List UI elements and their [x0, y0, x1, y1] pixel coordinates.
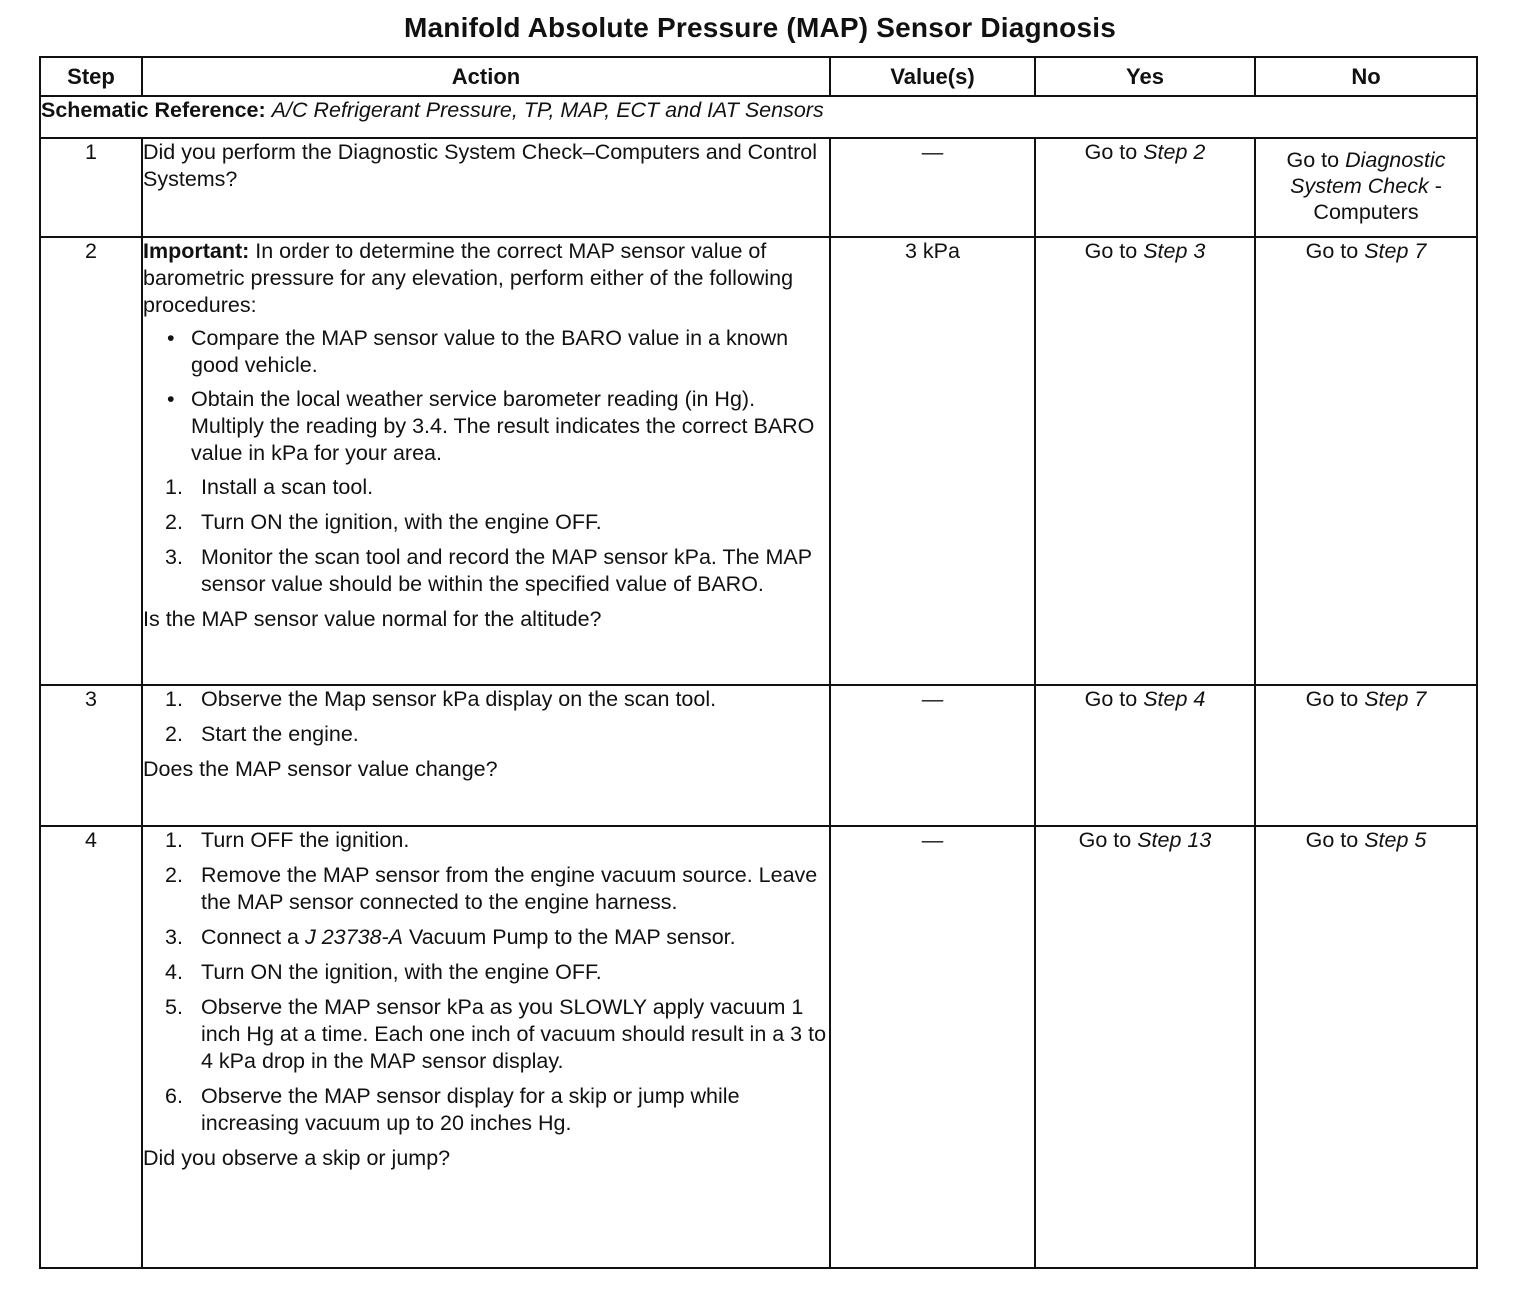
- step-index: 6.: [165, 1084, 183, 1108]
- table-row-step-4: [40, 826, 1477, 1268]
- step-index: 1.: [165, 475, 183, 499]
- value-cell: [830, 138, 1035, 237]
- no-cell: [1255, 826, 1477, 1268]
- value-cell: [830, 685, 1035, 826]
- action-cell: [142, 138, 830, 237]
- yes-cell: [1035, 685, 1255, 826]
- step-text: Observe the Map sensor kPa display on the scan tool.: [201, 687, 717, 711]
- no-prefix: Go to: [1305, 687, 1365, 711]
- no-step-link[interactable]: Diagnostic System Check: [1290, 148, 1446, 198]
- page-title: Manifold Absolute Pressure (MAP) Sensor Diagnosis: [404, 12, 1116, 43]
- list-item: [143, 959, 829, 986]
- step-index: 3.: [165, 545, 183, 569]
- step-text: Monitor the scan tool and record the MAP sensor kPa. The MAP sensor value should be within the specified value of BARO.: [201, 545, 812, 596]
- yes-prefix: Go to: [1084, 239, 1144, 263]
- list-item: [143, 862, 829, 916]
- yes-prefix: Go to: [1084, 140, 1144, 164]
- list-item: [143, 924, 829, 951]
- list-item: [143, 386, 829, 467]
- yes-prefix: Go to: [1084, 687, 1144, 711]
- action-question: Does the MAP sensor value change?: [143, 757, 498, 781]
- list-item: [143, 544, 829, 598]
- step-index: 1.: [165, 828, 183, 852]
- step-index: 5.: [165, 995, 183, 1019]
- tool-part-number: J 23738-A: [304, 925, 403, 949]
- header-yes: Yes: [1035, 57, 1255, 96]
- value-text: —: [921, 828, 944, 852]
- schematic-reference-label: Schematic Reference:: [41, 98, 266, 122]
- step-text: Install a scan tool.: [201, 475, 374, 499]
- no-prefix: Go to: [1305, 828, 1365, 852]
- step-text: Observe the MAP sensor kPa as you SLOWLY apply vacuum 1 inch Hg at a time. Each one inch of vacuum should result in a 3 to 4 kPa drop in the MAP sensor display.: [201, 995, 827, 1073]
- bullet-mark: •: [167, 326, 175, 350]
- no-prefix: Go to: [1305, 239, 1365, 263]
- step-text: Turn ON the ignition, with the engine OFF.: [201, 960, 602, 984]
- yes-step-link[interactable]: Step 2: [1143, 140, 1206, 164]
- yes-cell: [1035, 826, 1255, 1268]
- important-label: Important:: [143, 239, 250, 263]
- list-item: [143, 721, 829, 748]
- list-item: [143, 1083, 829, 1137]
- diagnosis-table: [39, 56, 1478, 1269]
- bullet-text: Obtain the local weather service barometer reading (in Hg). Multiply the reading by 3.4. The result indicates the correct BARO value in kPa for your area.: [191, 387, 815, 465]
- value-text: —: [921, 140, 944, 164]
- step-text-pre: Connect a: [201, 925, 305, 949]
- yes-prefix: Go to: [1078, 828, 1138, 852]
- procedure-step-list: [143, 474, 829, 598]
- header-step: Step: [40, 57, 142, 96]
- procedure-step-list: [143, 686, 829, 748]
- list-item: [143, 509, 829, 536]
- value-cell: [830, 237, 1035, 685]
- action-question: Did you observe a skip or jump?: [143, 1146, 451, 1170]
- step-text: Start the engine.: [201, 722, 359, 746]
- bullet-text: Compare the MAP sensor value to the BARO value in a known good vehicle.: [191, 326, 789, 377]
- value-cell: [830, 826, 1035, 1268]
- step-index: 2.: [165, 510, 183, 534]
- action-cell: [142, 237, 830, 685]
- step-number: 2: [40, 237, 142, 685]
- table-row-step-2: [40, 237, 1477, 685]
- step-index: 4.: [165, 960, 183, 984]
- table-row-step-1: [40, 138, 1477, 237]
- schematic-reference-text: A/C Refrigerant Pressure, TP, MAP, ECT and IAT Sensors: [271, 98, 824, 122]
- list-item: [143, 686, 829, 713]
- step-text: Turn ON the ignition, with the engine OFF.: [201, 510, 602, 534]
- header-no: No: [1255, 57, 1477, 96]
- action-cell: [142, 826, 830, 1268]
- step-index: 2.: [165, 722, 183, 746]
- list-item: [143, 325, 829, 379]
- yes-step-link[interactable]: Step 13: [1137, 828, 1212, 852]
- procedure-bullet-list: [143, 325, 829, 467]
- yes-cell: [1035, 138, 1255, 237]
- no-cell: [1255, 138, 1477, 237]
- header-values: Value(s): [830, 57, 1035, 96]
- procedure-step-list: [143, 827, 829, 1137]
- list-item: [143, 994, 829, 1075]
- table-row-step-3: [40, 685, 1477, 826]
- action-question: Did you perform the Diagnostic System Check–Computers and Control Systems?: [143, 140, 817, 191]
- step-text: Remove the MAP sensor from the engine vacuum source. Leave the MAP sensor connected to the engine harness.: [201, 863, 818, 914]
- header-row: [40, 57, 1477, 96]
- no-step-link[interactable]: Step 7: [1364, 687, 1427, 711]
- step-index: 3.: [165, 925, 183, 949]
- important-text: In order to determine the correct MAP sensor value of barometric pressure for any elevation, perform either of the following procedures:: [143, 239, 794, 317]
- step-number: 3: [40, 685, 142, 826]
- header-action: Action: [142, 57, 830, 96]
- value-text: 3 kPa: [905, 239, 960, 263]
- yes-step-link[interactable]: Step 3: [1143, 239, 1206, 263]
- action-cell: [142, 685, 830, 826]
- action-question: Is the MAP sensor value normal for the altitude?: [143, 607, 602, 631]
- step-index: 1.: [165, 687, 183, 711]
- important-note: [143, 238, 829, 319]
- no-step-link[interactable]: Step 7: [1364, 239, 1427, 263]
- step-text: Turn OFF the ignition.: [201, 828, 410, 852]
- step-number: 1: [40, 138, 142, 237]
- no-cell: [1255, 237, 1477, 685]
- yes-cell: [1035, 237, 1255, 685]
- schematic-reference: [40, 96, 1477, 138]
- step-index: 2.: [165, 863, 183, 887]
- no-prefix: Go to: [1286, 148, 1346, 172]
- no-suffix: - Computers: [1313, 174, 1442, 224]
- step-text-post: Vacuum Pump to the MAP sensor.: [403, 925, 736, 949]
- step-number: 4: [40, 826, 142, 1268]
- step-text: Observe the MAP sensor display for a skip or jump while increasing vacuum up to 20 inches Hg.: [201, 1084, 740, 1135]
- list-item: [143, 474, 829, 501]
- schematic-reference-row: [40, 96, 1477, 138]
- yes-step-link[interactable]: Step 4: [1143, 687, 1206, 711]
- no-cell: [1255, 685, 1477, 826]
- list-item: [143, 827, 829, 854]
- no-step-link[interactable]: Step 5: [1364, 828, 1427, 852]
- value-text: —: [921, 687, 944, 711]
- bullet-mark: •: [167, 387, 175, 411]
